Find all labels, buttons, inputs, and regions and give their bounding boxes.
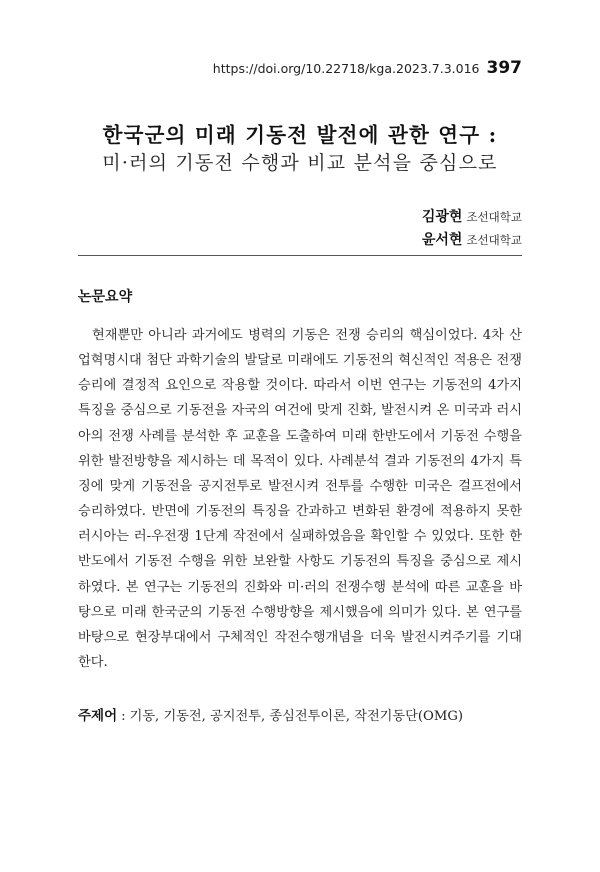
author-list	[0, 204, 522, 250]
author-entry	[0, 227, 522, 250]
keywords-label: 주제어	[78, 708, 118, 724]
abstract-heading: 논문요약	[78, 289, 133, 305]
page-header	[0, 58, 522, 78]
author-affiliation: 조선대학교	[466, 233, 522, 247]
page-number: 397	[486, 58, 522, 78]
abstract-body: 현재뿐만 아니라 과거에도 병력의 기동은 전쟁 승리의 핵심이었다. 4차 산업혁명시대 첨단 과학기술의 발달로 미래에도 기동전의 혁신적인 적용은 전쟁승리에 결정적 요인으로 작용할 것이다. 따라서 이번 연구는 기동전의 4가지 특징을 중심으로 기동전을 자국의 여건에 맞게 진화, 발전시켜 온 미국과 러시아의 전쟁 사례를 분석한 후 교훈을 도출하여 미래 한반도에서 기동전 수행을 위한 발전방향을 제시하는 데 목적이 있다. 사례분석 결과 기동전의 4가지 특징에 맞게 기동전을 공지전투로 발전시켜 전투를 수행한 미국은 걸프전에서 승리하였다. 반면에 기동전의 특징을 간과하고 변화된 환경에 적용하지 못한 러시아는 러-우전쟁 1단계 작전에서 실패하였음을 확인할 수 있었다. 또한 한반도에서 기동전 수행을 위한 보완할 사항도 기동전의 특징을 중심으로 제시하였다. 본 연구는 기동전의 진화와 미·러의 전쟁수행 분석에 따른 교훈을 바탕으로 미래 한국군의 기동전 수행방향을 제시했음에 의미가 있다. 본 연구를 바탕으로 현장부대에서 구체적인 작전수행개념을 더욱 발전시켜주기를 기대한다.	[78, 328, 522, 671]
section-divider	[78, 255, 522, 256]
author-entry	[0, 204, 522, 227]
keywords-separator: :	[121, 709, 126, 724]
paper-title: 한국군의 미래 기동전 발전에 관한 연구 :	[102, 123, 498, 147]
keywords-line	[78, 704, 538, 724]
author-affiliation: 조선대학교	[466, 210, 522, 224]
keywords-list: 기동, 기동전, 공지전투, 종심전투이론, 작전기동단(OMG)	[129, 709, 464, 724]
doi-link[interactable]: https://doi.org/10.22718/kga.2023.7.3.016	[212, 61, 480, 76]
paper-subtitle: 미·러의 기동전 수행과 비교 분석을 중심으로	[102, 152, 498, 174]
author-name: 윤서현	[421, 232, 463, 248]
author-name: 김광현	[421, 209, 463, 225]
